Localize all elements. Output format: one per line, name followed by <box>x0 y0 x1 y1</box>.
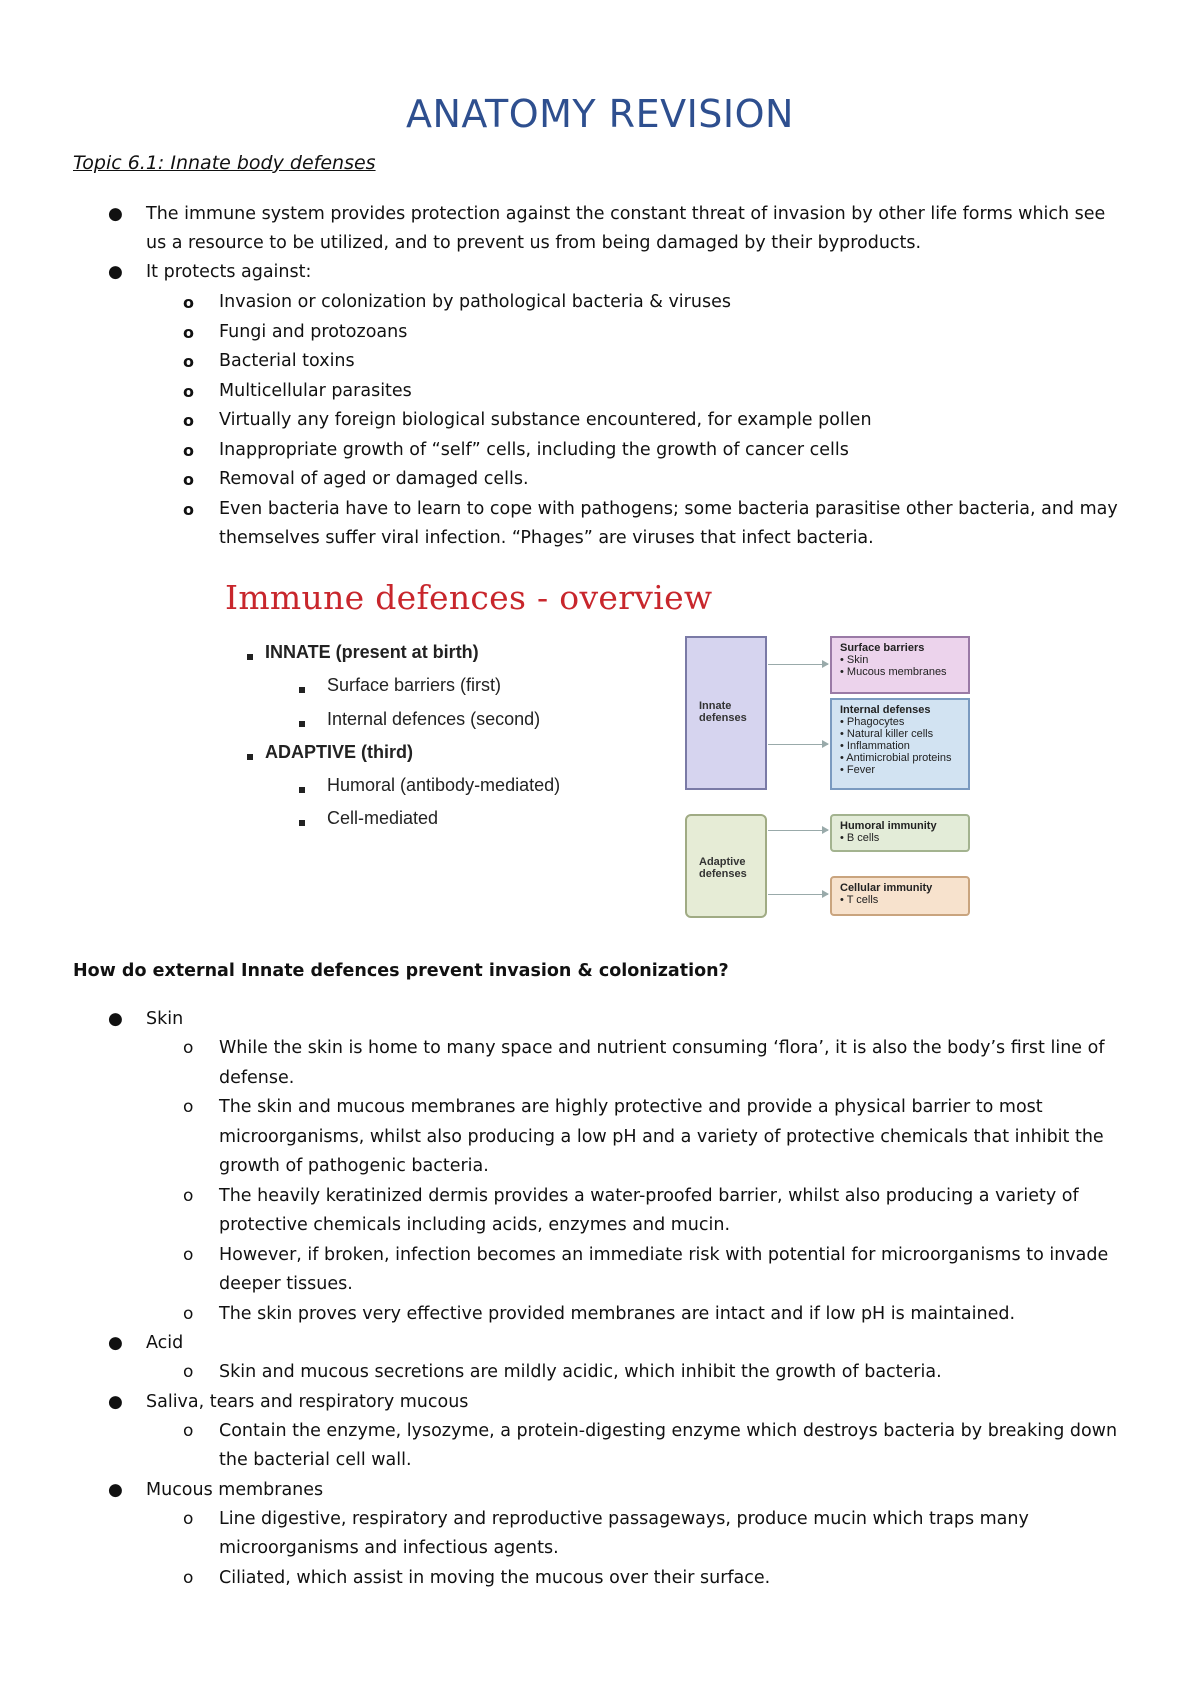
humoral-immunity-box <box>830 814 970 852</box>
humoral-immunity-title: Humoral immunity <box>840 820 937 832</box>
surface-barriers-title: Surface barriers <box>840 642 925 654</box>
sub-list-item <box>146 1093 1128 1182</box>
sub-list-item <box>146 377 1128 407</box>
sub-list-item <box>146 318 1128 348</box>
internal-defenses-item: • Inflammation <box>840 740 910 752</box>
list-item <box>0 200 1200 258</box>
sub-bullet-text: Even bacteria have to learn to cope with pathogens; some bacteria parasitise other bacteria, and may themselves suffer viral infection. “Phages” are viruses that infect bacteria. <box>219 498 1118 548</box>
bullet-icon: ● <box>108 262 123 282</box>
bullet-icon: ● <box>108 1333 123 1353</box>
square-bullet-icon <box>299 820 305 826</box>
bullet-icon: o <box>183 1420 194 1441</box>
figure-list-item: INNATE (present at birth) <box>265 642 479 662</box>
bullet-icon: o <box>183 470 194 489</box>
surface-barriers-item: • Mucous membranes <box>840 666 947 678</box>
internal-defenses-title: Internal defenses <box>840 704 931 716</box>
humoral-immunity-item: • B cells <box>840 832 880 844</box>
sub-list-item <box>146 288 1128 318</box>
bullet-icon: o <box>183 1567 194 1588</box>
bullet-icon: o <box>183 1508 194 1529</box>
internal-defenses-item: • Natural killer cells <box>840 728 934 740</box>
figure-list-item: Surface barriers (first) <box>327 675 502 695</box>
surface-barriers-box <box>830 636 970 694</box>
bullet-icon: o <box>183 381 194 401</box>
immune-defences-figure <box>215 578 975 940</box>
internal-defenses-box <box>830 698 970 790</box>
sub-bullet-text: Fungi and protozoans <box>219 321 408 342</box>
bullet-icon: o <box>183 293 194 312</box>
bullet-icon: o <box>183 1362 194 1382</box>
sub-bullet-list <box>146 1034 1128 1329</box>
sub-list-item <box>146 406 1128 436</box>
figure-title: Immune defences - overview <box>225 578 713 617</box>
adaptive-defenses-label: Adaptive defenses <box>699 856 747 880</box>
sub-list-item <box>146 1034 1128 1093</box>
list-item <box>0 1476 1200 1594</box>
topic-heading: Topic 6.1: Innate body defenses <box>73 152 376 174</box>
bullet-text: Skin <box>146 1009 184 1029</box>
bullet-icon: o <box>183 440 194 460</box>
sub-bullet-list <box>146 1417 1128 1476</box>
list-item <box>0 1388 1200 1476</box>
bullet-icon: o <box>183 1244 194 1265</box>
innate-defenses-label: Innate defenses <box>699 700 747 724</box>
sub-list-item <box>146 1505 1128 1564</box>
sub-bullet-text: Ciliated, which assist in moving the mucous over their surface. <box>219 1567 771 1588</box>
sub-list-item <box>146 465 1128 495</box>
sub-list-item <box>146 1300 1128 1330</box>
sub-list-item <box>146 1182 1128 1241</box>
internal-defenses-item: • Antimicrobial proteins <box>840 752 952 764</box>
list-item <box>0 1329 1200 1388</box>
sub-list-item <box>146 347 1128 377</box>
sub-list-item <box>146 1417 1128 1476</box>
bullet-text: Mucous membranes <box>146 1479 324 1500</box>
arrow-icon <box>768 830 828 831</box>
square-bullet-icon <box>299 721 305 727</box>
bullet-icon: ● <box>108 1479 123 1500</box>
adaptive-defenses-box <box>685 814 767 918</box>
bullet-text: It protects against: <box>146 262 312 282</box>
bullet-icon: o <box>183 1097 194 1117</box>
bullet-icon: ● <box>108 204 123 224</box>
bullet-text: The immune system provides protection against the constant threat of invasion by other life forms which see us a resource to be utilized, and to prevent us from being damaged by their byproducts. <box>146 204 1106 253</box>
figure-list-item: Humoral (antibody-mediated) <box>327 775 561 795</box>
bullet-icon: o <box>183 322 194 342</box>
bullet-icon: ● <box>108 1391 123 1412</box>
cellular-immunity-box <box>830 876 970 916</box>
sub-bullet-text: However, if broken, infection becomes an immediate risk with potential for microorganisms to invade deeper tissues. <box>219 1244 1109 1294</box>
arrow-icon <box>768 744 828 745</box>
arrow-icon <box>768 894 828 895</box>
defences-bullet-list <box>0 1005 1200 1593</box>
bullet-icon: ● <box>108 1009 123 1029</box>
bullet-icon: o <box>183 1038 194 1058</box>
square-bullet-icon <box>299 787 305 793</box>
sub-bullet-list <box>146 1358 1128 1388</box>
sub-list-item <box>146 436 1128 466</box>
sub-bullet-text: The heavily keratinized dermis provides a water-proofed barrier, whilst also producing a variety of protective chemicals including acids, enzymes and mucin. <box>219 1185 1079 1235</box>
sub-bullet-text: Invasion or colonization by pathological bacteria & viruses <box>219 292 731 312</box>
sub-list-item <box>146 1241 1128 1300</box>
figure-list-item: ADAPTIVE (third) <box>265 742 413 762</box>
sub-bullet-text: Line digestive, respiratory and reproductive passageways, produce mucin which traps many microorganisms and infectious agents. <box>219 1508 1029 1558</box>
sub-bullet-list <box>146 288 1128 554</box>
sub-bullet-text: While the skin is home to many space and nutrient consuming ‘flora’, it is also the body’s first line of defense. <box>219 1038 1105 1088</box>
figure-list-item: Cell-mediated <box>327 808 439 828</box>
cellular-immunity-item: • T cells <box>840 894 879 906</box>
sub-bullet-text: Virtually any foreign biological substance encountered, for example pollen <box>219 410 872 430</box>
bullet-icon: o <box>183 1185 194 1206</box>
internal-defenses-item: • Fever <box>840 764 876 776</box>
section-heading: How do external Innate defences prevent invasion & colonization? <box>73 961 729 981</box>
square-bullet-icon <box>247 654 253 660</box>
cellular-immunity-title: Cellular immunity <box>840 882 933 894</box>
sub-bullet-text: Skin and mucous secretions are mildly acidic, which inhibit the growth of bacteria. <box>219 1362 942 1382</box>
sub-bullet-list <box>146 1505 1128 1594</box>
bullet-text: Saliva, tears and respiratory mucous <box>146 1391 469 1412</box>
sub-bullet-text: Multicellular parasites <box>219 380 412 401</box>
sub-bullet-text: The skin proves very effective provided membranes are intact and if low pH is maintained. <box>219 1303 1016 1324</box>
bullet-icon: o <box>183 499 194 519</box>
sub-list-item <box>146 1564 1128 1594</box>
intro-bullet-list <box>0 200 1200 554</box>
bullet-icon: o <box>183 352 194 371</box>
internal-defenses-item: • Phagocytes <box>840 716 905 728</box>
surface-barriers-item: • Skin <box>840 654 869 666</box>
arrow-icon <box>768 664 828 665</box>
sub-bullet-text: Inappropriate growth of “self” cells, including the growth of cancer cells <box>219 439 849 460</box>
sub-bullet-text: Bacterial toxins <box>219 351 355 371</box>
sub-list-item <box>146 495 1128 554</box>
bullet-icon: o <box>183 1303 194 1324</box>
square-bullet-icon <box>247 754 253 760</box>
bullet-icon: o <box>183 411 194 430</box>
sub-bullet-text: The skin and mucous membranes are highly protective and provide a physical barrier to most microorganisms, whilst also producing a low pH and a variety of protective chemicals that inhibit the growth of pathogenic bacteria. <box>219 1097 1104 1176</box>
innate-defenses-box <box>685 636 767 790</box>
bullet-text: Acid <box>146 1333 184 1353</box>
square-bullet-icon <box>299 687 305 693</box>
list-item <box>0 1005 1200 1329</box>
sub-list-item <box>146 1358 1128 1388</box>
sub-bullet-text: Contain the enzyme, lysozyme, a protein-digesting enzyme which destroys bacteria by breaking down the bacterial cell wall. <box>219 1420 1118 1470</box>
document-title: ANATOMY REVISION <box>406 92 794 136</box>
figure-list-item: Internal defences (second) <box>327 709 541 729</box>
sub-bullet-text: Removal of aged or damaged cells. <box>219 469 529 489</box>
list-item <box>0 258 1200 554</box>
